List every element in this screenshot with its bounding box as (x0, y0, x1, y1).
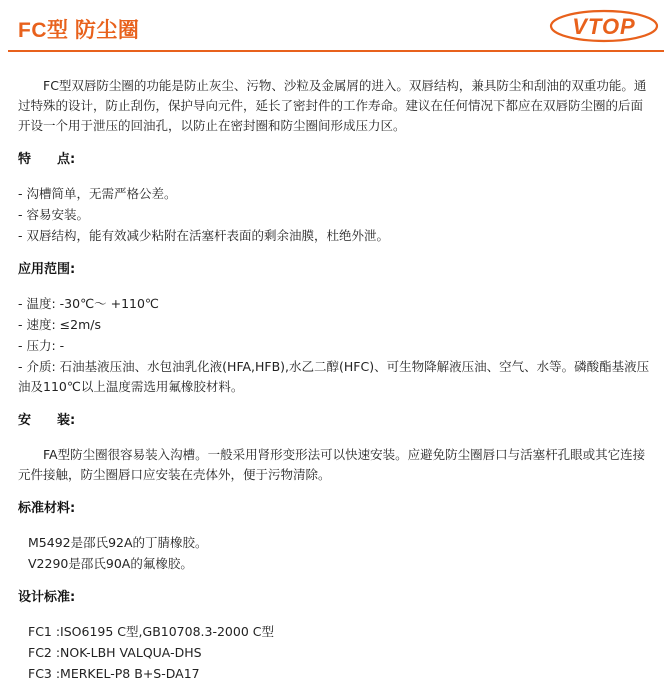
list-item: - 温度: -30℃～ +110℃ (18, 296, 159, 311)
design-section (18, 588, 654, 684)
materials-list (18, 533, 654, 574)
list-item: FC1 :ISO6195 C型,GB10708.3-2000 C型 (28, 624, 274, 639)
features-list (18, 184, 654, 246)
list-item: - 介质: 石油基液压油、水包油乳化液(HFA,HFB),水乙二醇(HFC)、可生物降解液压油、空气、水等。磷酸酯基液压油及110℃以上温度需选用氟橡胶材料。 (18, 359, 650, 394)
application-heading: 应用范围: (18, 262, 76, 277)
installation-section (18, 411, 654, 485)
list-item: - 容易安装。 (18, 207, 89, 222)
header-divider (8, 50, 664, 52)
list-item: V2290是邵氏90A的氟橡胶。 (28, 556, 193, 571)
list-item: - 双唇结构，能有效减少粘附在活塞杆表面的剩余油膜，杜绝外泄。 (18, 228, 389, 243)
list-item: FC2 :NOK-LBH VALQUA-DHS (28, 645, 202, 660)
list-item: - 压力: - (18, 338, 65, 353)
materials-section (18, 499, 654, 574)
vtop-logo (548, 8, 660, 44)
materials-heading: 标准材料: (18, 501, 76, 516)
design-heading: 设计标准: (18, 590, 76, 605)
application-section (18, 260, 654, 397)
page-header (0, 0, 672, 52)
intro-paragraph: FC型双唇防尘圈的功能是防止灰尘、污物、沙粒及金属屑的进入。双唇结构，兼具防尘和刮油的双重功能。通过特殊的设计，防止刮伤，保护导向元件，延长了密封件的工作寿命。建议在任何情况下都应在双唇防尘圈的后面开设一个用于泄压的回油孔，以防止在密封圈和防尘圈间形成压力区。 (18, 78, 647, 133)
application-list (18, 294, 654, 397)
features-section (18, 150, 654, 246)
installation-text: FA型防尘圈很容易装入沟槽。一般采用肾形变形法可以快速安装。应避免防尘圈唇口与活塞杆孔眼或其它连接元件接触，防尘圈唇口应安装在壳体外，便于污物清除。 (18, 447, 646, 482)
list-item: FC3 :MERKEL-P8 B+S-DA17 (28, 666, 200, 681)
list-item: - 沟槽简单，无需严格公差。 (18, 186, 177, 201)
document-body (18, 76, 654, 685)
features-heading: 特 点: (18, 152, 76, 167)
page-title: FC型 防尘圈 (18, 19, 140, 42)
list-item: - 速度: ≤2m/s (18, 317, 101, 332)
brand-text: VTOP (572, 14, 636, 39)
installation-heading: 安 装: (18, 413, 76, 428)
list-item: M5492是邵氏92A的丁腈橡胶。 (28, 535, 208, 550)
design-list (18, 622, 654, 684)
